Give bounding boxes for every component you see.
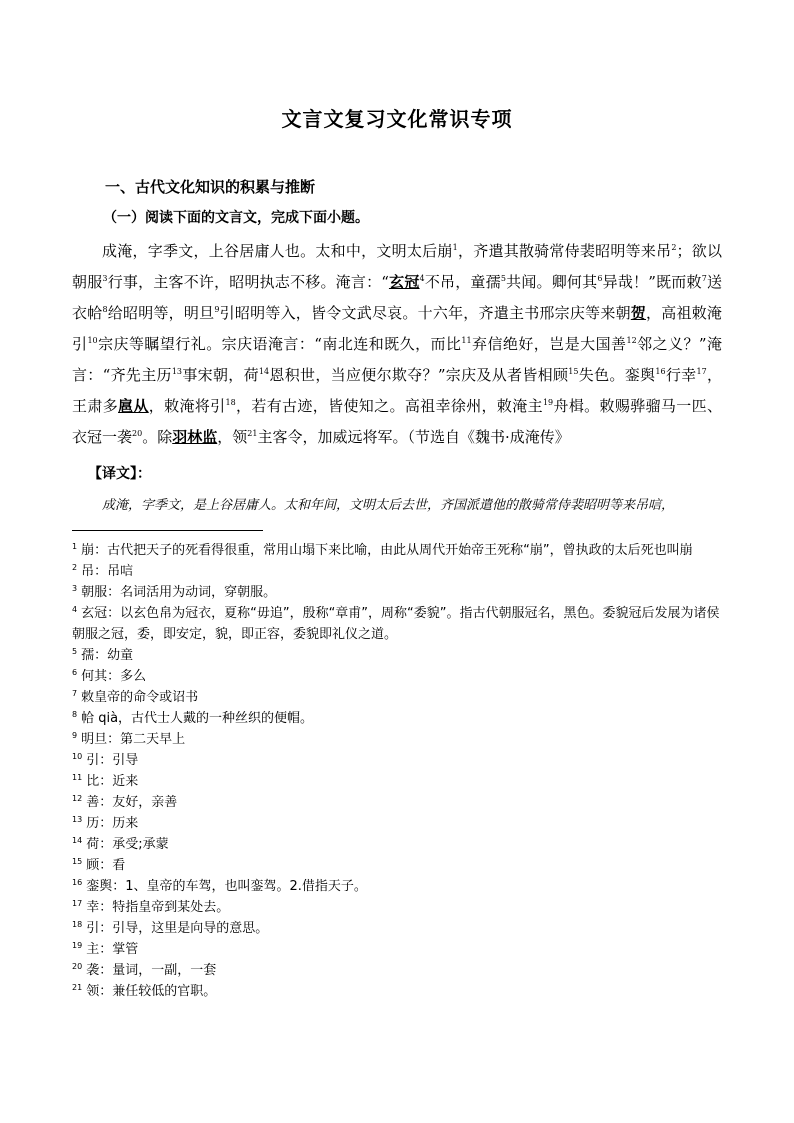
footnote-ref[interactable]: 15 xyxy=(568,367,579,376)
footnote-text: 引：引导 xyxy=(86,753,139,768)
footnote-item xyxy=(72,876,727,897)
footnote-number: 4 xyxy=(72,605,78,614)
footnote-ref[interactable]: 11 xyxy=(461,336,472,345)
footnote-number: 1 xyxy=(72,542,78,551)
footnote-ref[interactable]: 3 xyxy=(102,274,108,283)
footnote-item xyxy=(72,729,727,750)
underlined-term: 贺 xyxy=(630,304,647,322)
footnote-item xyxy=(72,645,727,666)
footnote-text: 朝服：名词活用为动词，穿朝服。 xyxy=(81,585,277,600)
footnote-number: 14 xyxy=(72,836,83,845)
footnote-number: 8 xyxy=(72,710,78,719)
footnote-text: 敕皇帝的命令或诏书 xyxy=(81,690,199,705)
footnote-number: 16 xyxy=(72,878,83,887)
passage-paragraph: 成淹，字季文，上谷居庸人也。太和中，文明太后崩$^1$，齐遣其散骑常侍裴昭明等来吊$^2$；欲以朝服$^3$行事，主客不许，昭明执志不移。淹言：“玄冠$^4$不吊，童孺$^5$共闻。卿何其$^6$异哉！”既而敕$^7$送衣帢$^8$给昭明等，明旦$^9$引昭明等入，皆令文武尽哀。十六年，齐遣主书邢宗庆等来朝贺，高祖敕淹引$^{10}$宗庆等瞩望行礼。宗庆语淹言：“南北连和既久，而比$^{11}$弃信绝好，岂是大国善$^{12}$邻之义？”淹言：“齐先主历$^{13}$事宋朝，荷$^{14}$恩积世，当应便尔欺夺？”宗庆及从者皆相顾$^{15}$失色。銮舆$^{16}$行幸$^{17}$，王肃多扈从，敕淹将引$^{18}$，若有古迹，皆使知之。高祖幸徐州，敕淹主$^{19}$舟楫。敕赐骅骝马一匹、衣冠一袭$^{20}$。除羽林监，领$^{21}$主客令，加威远将军。（节选自《魏书·成淹传》 xyxy=(72,242,723,446)
footnote-number: 18 xyxy=(72,920,83,929)
translation-text: 成淹，字季文，是上谷居庸人。太和年间，文明太后去世，齐国派遣他的散骑常侍裴昭明等来吊唁， xyxy=(102,498,675,513)
footnote-number: 20 xyxy=(72,962,83,971)
footnote-number: 15 xyxy=(72,857,83,866)
footnote-text: 玄冠：以玄色帛为冠衣，夏称“毋追”，殷称“章甫”，周称“委貌”。指古代朝服冠名，黑色。委貌冠后发展为诸侯朝服之冠，委，即安定，貌，即正容，委貌即礼仪之道。 xyxy=(72,606,720,642)
footnote-number: 6 xyxy=(72,668,78,677)
footnote-item xyxy=(72,750,727,771)
footnote-ref[interactable]: 1 xyxy=(452,243,458,252)
translation-label: 【译文】： xyxy=(88,466,151,482)
footnote-ref[interactable]: 12 xyxy=(626,336,637,345)
section-heading: 一、古代文化知识的积累与推断 xyxy=(105,178,316,196)
footnote-text: 荷：承受;承蒙 xyxy=(86,837,169,852)
footnote-text: 袭：量词，一副，一套 xyxy=(86,963,217,978)
page-title: 文言文复习文化常识专项 xyxy=(281,107,513,131)
footnote-item xyxy=(72,813,727,834)
footnote-ref[interactable]: 13 xyxy=(171,367,183,376)
footnote-ref[interactable]: 6 xyxy=(597,274,603,283)
footnote-ref[interactable]: 16 xyxy=(655,367,666,376)
footnote-text: 崩：古代把天子的死看得很重，常用山塌下来比喻，由此从周代开始帝王死称“崩”，曾执政的太后死也叫崩 xyxy=(81,543,693,558)
footnote-ref[interactable]: 4 xyxy=(419,274,425,283)
footnote-divider xyxy=(72,530,263,531)
footnote-item xyxy=(72,666,727,687)
footnote-item xyxy=(72,960,727,981)
underlined-term: 扈从 xyxy=(118,397,149,415)
footnote-item xyxy=(72,687,727,708)
footnote-text: 何其：多么 xyxy=(81,669,147,684)
footnote-text: 比：近来 xyxy=(86,774,139,789)
footnote-item xyxy=(72,603,727,645)
footnote-text: 领：兼任较低的官职。 xyxy=(86,984,217,999)
footnote-text: 銮舆：1、皇帝的车驾，也叫銮驾。2.借指天子。 xyxy=(86,879,367,894)
footnote-ref[interactable]: 19 xyxy=(542,398,554,407)
footnote-number: 2 xyxy=(72,563,78,572)
footnote-text: 善：友好，亲善 xyxy=(86,795,178,810)
footnote-number: 7 xyxy=(72,689,78,698)
footnote-number: 13 xyxy=(72,815,83,824)
footnote-item xyxy=(72,939,727,960)
footnote-ref[interactable]: 21 xyxy=(247,429,258,438)
footnote-number: 9 xyxy=(72,731,78,740)
footnote-text: 明旦：第二天早上 xyxy=(81,732,186,747)
footnote-item xyxy=(72,834,727,855)
footnote-ref[interactable]: 2 xyxy=(671,243,677,252)
footnote-text: 主：掌管 xyxy=(86,942,139,957)
footnote-ref[interactable]: 5 xyxy=(500,274,506,283)
footnote-ref[interactable]: 20 xyxy=(132,429,143,438)
underlined-term: 玄冠 xyxy=(388,273,420,291)
footnote-text: 幸：特指皇帝到某处去。 xyxy=(86,900,230,915)
footnotes xyxy=(72,540,727,1002)
footnote-number: 19 xyxy=(72,941,83,950)
footnote-number: 17 xyxy=(72,899,83,908)
footnote-ref[interactable]: 8 xyxy=(102,305,108,314)
footnote-item xyxy=(72,708,727,729)
footnote-text: 孺：幼童 xyxy=(81,648,134,663)
footnote-number: 5 xyxy=(72,647,78,656)
footnote-ref[interactable]: 9 xyxy=(214,305,220,314)
footnote-number: 10 xyxy=(72,752,83,761)
footnote-item xyxy=(72,897,727,918)
footnote-item xyxy=(72,855,727,876)
footnote-ref[interactable]: 18 xyxy=(225,398,236,407)
footnote-item xyxy=(72,771,727,792)
classical-passage xyxy=(72,236,722,453)
footnote-item xyxy=(72,582,727,603)
footnote-text: 帢 qià，古代士人戴的一种丝织的便帽。 xyxy=(81,711,314,726)
footnote-item xyxy=(72,540,727,561)
footnote-ref[interactable]: 17 xyxy=(696,367,707,376)
subsection-heading: （一）阅读下面的文言文，完成下面小题。 xyxy=(103,210,369,226)
footnote-item xyxy=(72,561,727,582)
footnote-item xyxy=(72,792,727,813)
footnote-text: 吊：吊唁 xyxy=(81,564,134,579)
footnote-number: 11 xyxy=(72,773,83,782)
footnote-item xyxy=(72,981,727,1002)
footnote-text: 顾：看 xyxy=(86,858,126,873)
footnote-ref[interactable]: 10 xyxy=(87,336,98,345)
footnote-ref[interactable]: 7 xyxy=(701,274,707,283)
footnote-number: 21 xyxy=(72,983,83,992)
footnote-ref[interactable]: 14 xyxy=(258,367,270,376)
footnote-text: 引：引导，这里是向导的意思。 xyxy=(86,921,269,936)
footnote-number: 12 xyxy=(72,794,83,803)
footnote-item xyxy=(72,918,727,939)
footnote-text: 历：历来 xyxy=(86,816,139,831)
underlined-term: 羽林监 xyxy=(172,428,218,446)
footnote-number: 3 xyxy=(72,584,78,593)
